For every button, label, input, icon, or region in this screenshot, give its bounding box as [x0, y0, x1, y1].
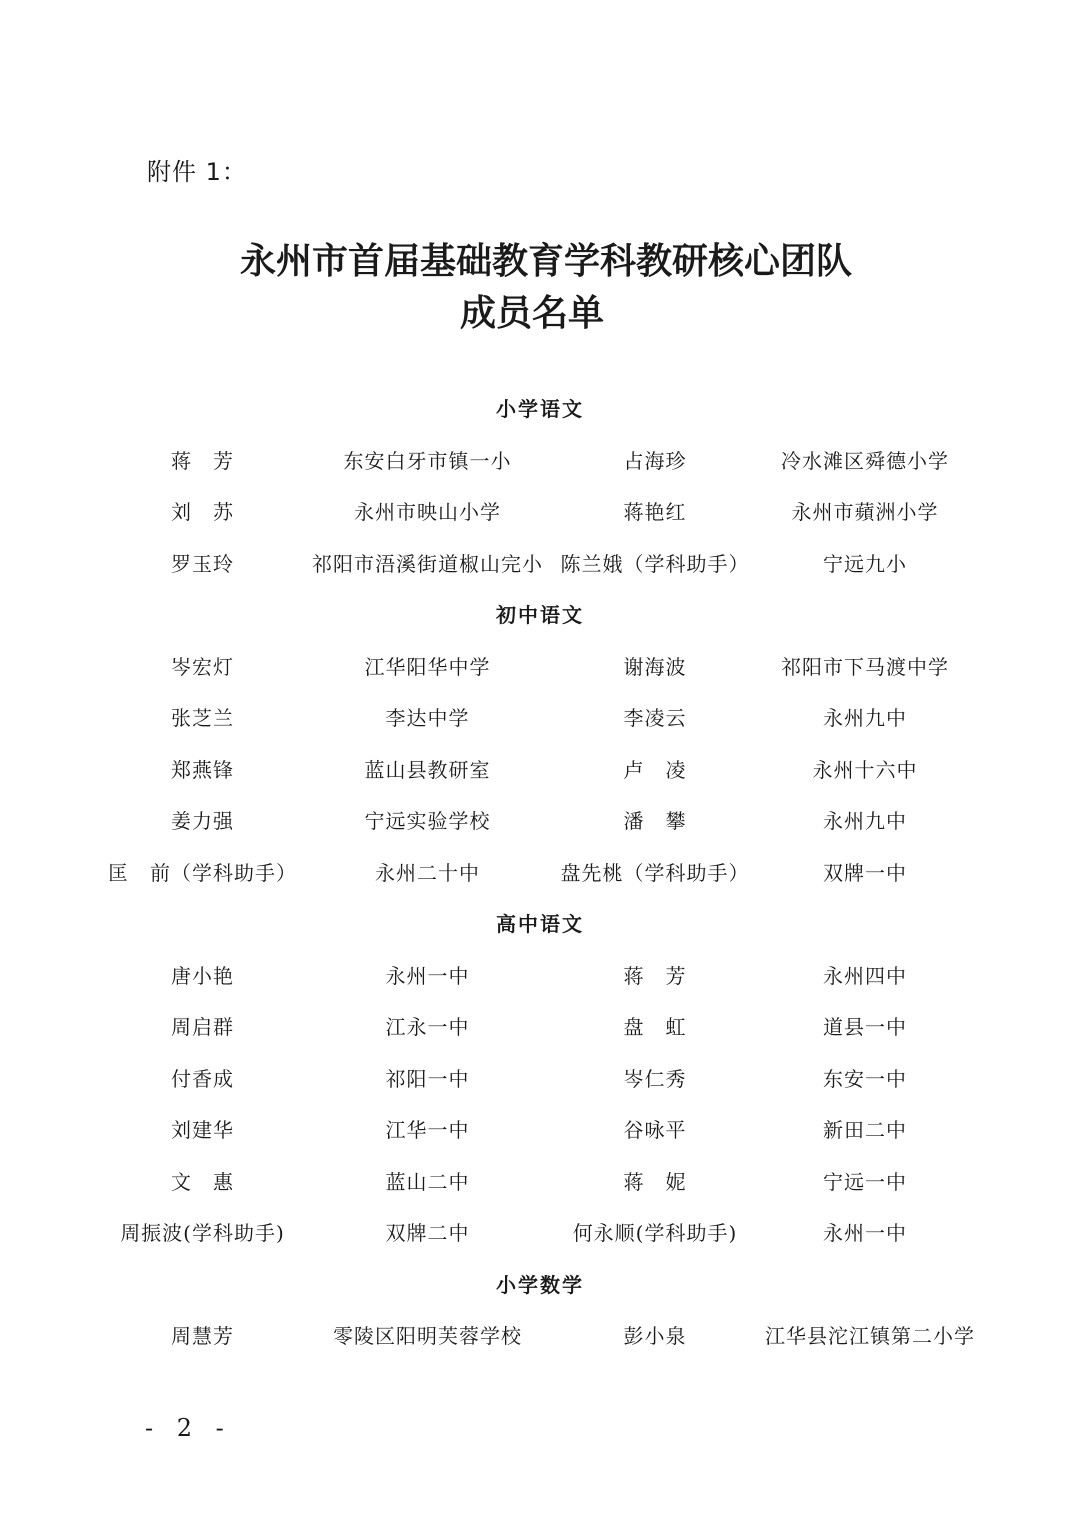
section-senior-chinese: [0, 899, 1080, 1260]
member-school: 永州九中: [823, 706, 907, 730]
member-school: 双牌二中: [385, 1221, 470, 1245]
table-row: [0, 693, 1080, 745]
member-school: 蓝山县教研室: [364, 757, 491, 782]
member-name: 付香成: [171, 1066, 234, 1091]
member-name: 周振波(学科助手): [120, 1221, 285, 1245]
member-name: 盘 虹: [623, 1015, 687, 1039]
member-name: 谷咏平: [623, 1118, 687, 1142]
member-school: 蓝山二中: [385, 1169, 470, 1194]
section-heading: 初中语文: [496, 603, 584, 627]
member-name: 卢 凌: [623, 757, 687, 782]
member-school: 李达中学: [385, 706, 470, 730]
table-row: [0, 745, 1080, 797]
member-name: 占海珍: [623, 448, 687, 473]
member-school: 宁远九小: [823, 551, 907, 576]
member-name: 张芝兰: [171, 706, 234, 730]
table-row: [0, 436, 1080, 488]
member-name: 彭小泉: [623, 1324, 687, 1348]
member-name: 刘建华: [171, 1118, 234, 1142]
member-name: 刘 苏: [171, 500, 234, 524]
member-name: 李凌云: [623, 706, 687, 730]
title-line-1: 永州市首届基础教育学科教研核心团队: [240, 241, 853, 282]
page-number: - 2 -: [145, 1414, 232, 1442]
table-row: [0, 1157, 1080, 1209]
member-name: 蒋 芳: [623, 963, 687, 988]
section-heading: 高中语文: [496, 912, 584, 936]
member-name: 潘 攀: [623, 809, 687, 833]
member-name: 岑宏灯: [171, 654, 234, 679]
member-name: 姜力强: [171, 809, 234, 833]
table-row: [0, 1002, 1080, 1054]
section-heading: 小学语文: [496, 397, 584, 421]
member-name: 蒋 芳: [171, 448, 234, 473]
member-name: 匡 前（学科助手）: [108, 860, 297, 885]
member-name: 蒋艳红: [623, 500, 687, 524]
title-line-2: 成员名单: [460, 293, 605, 334]
member-school: 江华县沱江镇第二小学: [765, 1324, 975, 1348]
member-school: 永州市映山小学: [354, 500, 501, 524]
table-row: [0, 796, 1080, 848]
member-name: 周慧芳: [171, 1324, 234, 1348]
table-row: [0, 848, 1080, 900]
member-name: 唐小艳: [171, 963, 234, 988]
table-row: [0, 487, 1080, 539]
member-name: 陈兰娥（学科助手）: [560, 551, 750, 576]
table-row: [0, 951, 1080, 1003]
member-school: 永州一中: [823, 1221, 907, 1245]
member-name: 盘先桃（学科助手）: [560, 860, 750, 885]
member-school: 永州市蘋洲小学: [791, 500, 939, 524]
member-name: 周启群: [171, 1015, 234, 1039]
table-row: [0, 1208, 1080, 1260]
member-school: 祁阳市浯溪街道椒山完小: [312, 551, 543, 576]
member-name: 蒋 妮: [623, 1169, 687, 1194]
member-school: 江华阳华中学: [364, 654, 491, 679]
table-row: [0, 539, 1080, 591]
member-school: 双牌一中: [823, 860, 907, 885]
section-heading: 小学数学: [496, 1272, 584, 1297]
section-junior-chinese: [0, 590, 1080, 899]
member-school: 江永一中: [385, 1015, 470, 1039]
section-primary-math: [0, 1260, 1080, 1363]
member-name: 罗玉玲: [171, 551, 234, 576]
member-name: 文 惠: [171, 1169, 234, 1194]
member-school: 宁远一中: [823, 1169, 907, 1194]
member-list: [0, 384, 1080, 1363]
member-school: 永州一中: [385, 963, 470, 988]
section-primary-chinese: [0, 384, 1080, 590]
member-school: 祁阳一中: [385, 1066, 470, 1091]
member-school: 永州四中: [823, 963, 907, 988]
table-row: [0, 1054, 1080, 1106]
table-row: [0, 1311, 1080, 1363]
member-school: 永州十六中: [812, 757, 918, 782]
member-school: 宁远实验学校: [364, 809, 491, 833]
table-row: [0, 642, 1080, 694]
member-school: 道县一中: [823, 1015, 907, 1039]
member-school: 东安一中: [823, 1066, 907, 1091]
member-school: 永州二十中: [375, 860, 480, 885]
attachment-label: 附件 1：: [147, 158, 247, 186]
member-name: 何永顺(学科助手): [572, 1221, 738, 1245]
table-row: [0, 1105, 1080, 1157]
member-school: 东安白牙市镇一小: [343, 448, 512, 473]
member-school: 零陵区阳明芙蓉学校: [333, 1324, 522, 1348]
member-name: 岑仁秀: [623, 1066, 687, 1091]
member-name: 谢海波: [623, 654, 687, 679]
member-school: 冷水滩区舜德小学: [781, 448, 949, 473]
member-school: 新田二中: [823, 1118, 907, 1142]
member-school: 永州九中: [823, 809, 907, 833]
member-school: 江华一中: [385, 1118, 470, 1142]
member-school: 祁阳市下马渡中学: [781, 654, 949, 679]
member-name: 郑燕锋: [171, 757, 234, 782]
